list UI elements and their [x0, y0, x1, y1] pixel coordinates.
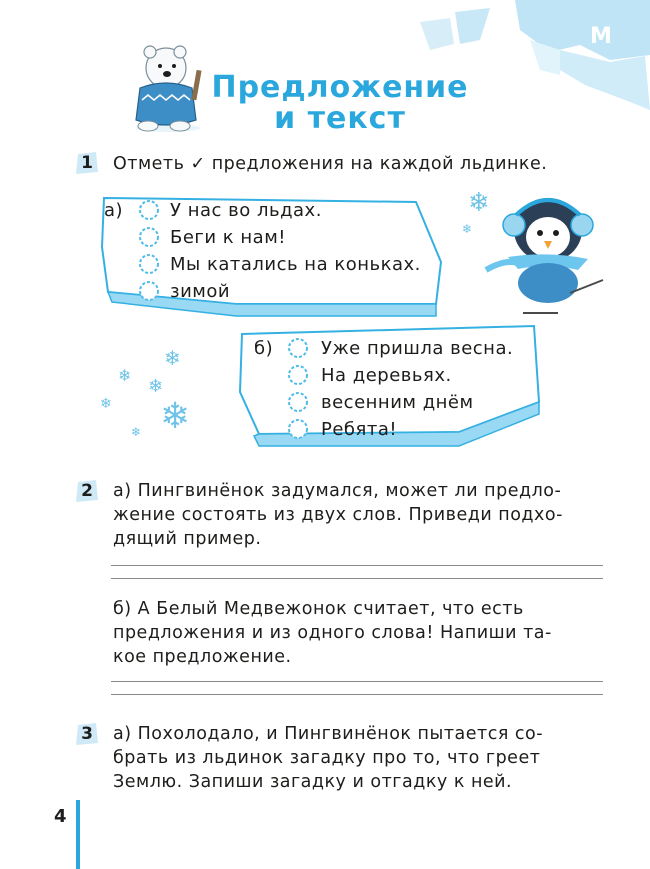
task3-part-a-line: Землю. Запиши загадку и отгадку к ней.	[113, 772, 513, 792]
snowflake-icon: ❄	[131, 425, 142, 439]
task-number: 3	[81, 724, 93, 744]
task2-part-b-line: б) А Белый Медвежонок считает, что есть	[113, 599, 524, 619]
task2-part-b-line: предложения и из одного слова! Напиши та-	[113, 623, 552, 643]
page-margin-bar	[76, 800, 80, 869]
ice-a-label: а)	[104, 200, 124, 221]
snowflake-icon: ❄	[160, 396, 191, 437]
snowflake-icon: ❄	[100, 396, 112, 412]
ice-a-sentence: зимой	[170, 281, 231, 302]
task1-instruction: Отметь ✓ предложения на каждой льдинке.	[113, 154, 548, 174]
task3-part-a-line: а) Похолодало, и Пингвинёнок пытается со-	[113, 724, 544, 744]
checkbox-circle-icon[interactable]	[137, 198, 161, 222]
checkbox-circle-icon[interactable]	[286, 417, 310, 441]
snowflake-icon: ❄	[148, 376, 164, 397]
ice-b-sentence: Ребята!	[321, 419, 398, 440]
checkbox-circle-icon[interactable]	[286, 363, 310, 387]
snowflake-icon: ❄	[468, 188, 490, 218]
page-number: 4	[54, 806, 67, 827]
ice-b-sentence: весенним днём	[321, 392, 474, 413]
task-number-badge	[74, 150, 100, 176]
corner-letter: М	[590, 24, 612, 49]
task2-part-b-line: кое предложение.	[113, 647, 292, 667]
task2-part-a-line: дящий пример.	[113, 529, 262, 549]
checkbox-circle-icon[interactable]	[137, 279, 161, 303]
checkbox-circle-icon[interactable]	[137, 252, 161, 276]
ice-a-sentence: Мы катались на коньках.	[170, 254, 421, 275]
checkbox-circle-icon[interactable]	[286, 390, 310, 414]
task-number-badge	[74, 721, 100, 747]
penguin-illustration	[478, 175, 623, 320]
checkbox-circle-icon[interactable]	[137, 225, 161, 249]
checkbox-circle-icon[interactable]	[286, 336, 310, 360]
answer-line[interactable]	[111, 694, 603, 695]
answer-line[interactable]	[111, 565, 603, 566]
task2-part-a-line: а) Пингвинёнок задумался, может ли предло-	[113, 481, 562, 501]
snowflake-icon: ❄	[462, 222, 473, 236]
snowflake-icon: ❄	[164, 346, 181, 370]
ice-b-label: б)	[254, 338, 274, 359]
task-number: 1	[81, 153, 93, 173]
answer-line[interactable]	[111, 578, 603, 579]
ice-a-sentence: Беги к нам!	[170, 227, 286, 248]
task-number: 2	[81, 481, 93, 501]
page-title-line1: Предложение	[211, 70, 469, 105]
ice-b-sentence: Уже пришла весна.	[321, 338, 514, 359]
task2-part-a-line: жение состоять из двух слов. Приведи подхо-	[113, 505, 563, 525]
page-title-line2: и текст	[274, 101, 406, 136]
task-number-badge	[74, 478, 100, 504]
ice-b-sentence: На деревьях.	[321, 365, 452, 386]
ice-a-sentence: У нас во льдах.	[170, 200, 322, 221]
task3-part-a-line: брать из льдинок загадку про то, что греет	[113, 748, 541, 768]
snowflake-icon: ❄	[118, 366, 132, 385]
answer-line[interactable]	[111, 681, 603, 682]
